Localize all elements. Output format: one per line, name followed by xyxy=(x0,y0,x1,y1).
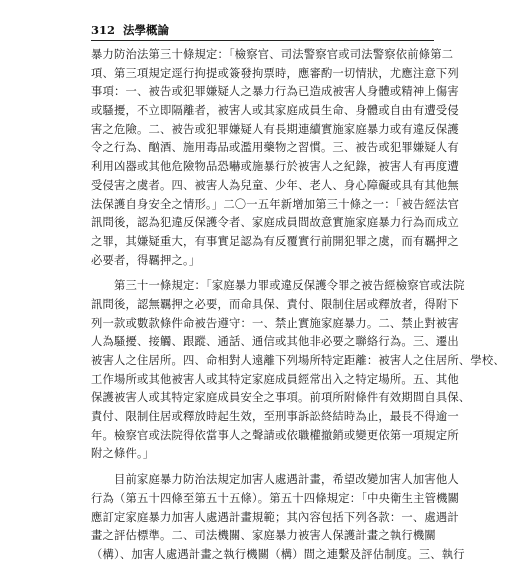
text-line: 第三十一條規定：「家庭暴力罪或違反保護令罪之被告經檢察官或法院 xyxy=(91,279,465,293)
header-rule xyxy=(91,40,434,41)
text-line: 人為騷擾、接觸、跟蹤、通話、通信或其他非必要之聯絡行為。三、遷出 xyxy=(91,335,459,349)
running-header xyxy=(91,22,434,38)
text-line: 責付、限制住居或釋放時起生效，至刑事訴訟終結時為止，最長不得逾一 xyxy=(91,410,459,424)
text-line: 利用凶器或其他危險物品恐嚇或施暴行於被害人之紀錄，被害人有再度遭 xyxy=(91,160,459,174)
paragraph xyxy=(91,277,505,464)
text-line: 應訂定家庭暴力加害人處遇計畫規範；其內容包括下列各款：一、處遇計 xyxy=(91,510,459,524)
text-line: 行為（第五十四條至第五十五條）。第五十四條規定：「中央衛生主管機關 xyxy=(91,491,460,505)
text-line: 附之條件。」 xyxy=(91,447,155,461)
paragraph-gap xyxy=(91,464,434,471)
text-line: 事項：一、被告或犯罪嫌疑人之暴力行為已造成被害人身體或精神上傷害 xyxy=(91,85,459,99)
text-line: 必要者，得羈押之。」 xyxy=(91,253,201,267)
text-line: 被害人之住居所。四、命相對人遠離下列場所特定距離：被害人之住居所、學校、 xyxy=(91,354,505,367)
text-line: 令之行為、酗酒、施用毒品或濫用藥物之習慣。三、被告或犯罪嫌疑人有 xyxy=(91,141,459,155)
paragraph xyxy=(91,46,460,270)
text-line: 訊問後，認無羈押之必要，而命具保、責付、限制住居或釋放者，得附下 xyxy=(91,297,459,311)
text-line: 受侵害之虞者。四、被害人為兒童、少年、老人、身心障礙或具有其他無 xyxy=(91,178,459,192)
text-line: 保護被害人或其特定家庭成員安全之事項。前項所附條件有效期間自具保、 xyxy=(91,391,471,405)
text-line: 工作場所或其他被害人或其特定家庭成員經常出入之特定場所。五、其他 xyxy=(91,372,459,386)
text-line: 之罪，其嫌疑重大，有事實足認為有反覆實行前開犯罪之虞，而有羈押之 xyxy=(91,234,459,248)
text-line: 目前家庭暴力防治法規定加害人處遇計畫，希望改變加害人加害他人 xyxy=(91,473,459,487)
page-number: 312 xyxy=(91,23,116,37)
text-line: 列一款或數款條件命被告遵守：一、禁止實施家庭暴力。二、禁止對被害 xyxy=(91,316,459,330)
paragraph xyxy=(91,471,465,564)
text-line: 訊問後，認為犯違反保護令者、家庭成員間故意實施家庭暴力行為而成立 xyxy=(91,216,459,230)
text-line: 法保護自身安全之情形。」二〇一五年新增加第三十條之一：「被告經法官 xyxy=(91,197,460,211)
text-line: 暴力防治法第三十條規定：「檢察官、司法警察官或司法警察依前條第二 xyxy=(91,48,454,61)
text-line: 年。檢察官或法院得依當事人之聲請或依職權撤銷或變更依第一項規定所 xyxy=(91,428,459,442)
text-line: （構）、加害人處遇計畫之執行機關（構）間之連繫及評估制度。三、執行 xyxy=(91,547,465,561)
page-body xyxy=(91,46,505,565)
text-line: 畫之評估標準。二、司法機關、家庭暴力被害人保護計畫之執行機關 xyxy=(91,529,436,543)
paragraph-gap xyxy=(91,270,434,277)
text-line: 害之危險。二、被告或犯罪嫌疑人有長期連續實施家庭暴力或有違反保護 xyxy=(91,122,459,136)
text-line: 或騷擾，不立即隔離者，被害人或其家庭成員生命、身體或自由有遭受侵 xyxy=(91,104,459,118)
book-title: 法學概論 xyxy=(123,23,170,37)
text-line: 項、第三項規定逕行拘提或簽發拘票時，應審酌一切情狀，尤應注意下列 xyxy=(91,66,459,80)
